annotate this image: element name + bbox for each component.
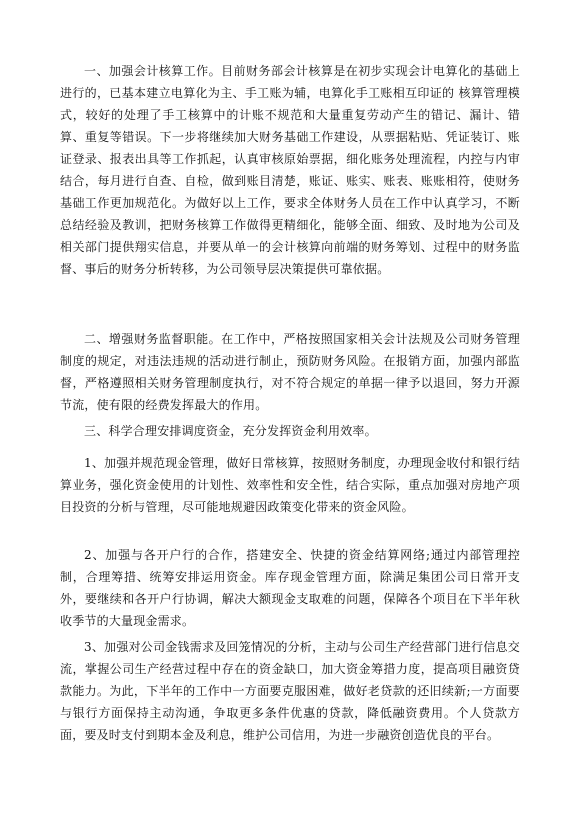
paragraph-funds-heading: 三、科学合理安排调度资金，充分发挥资金利用效率。	[84, 424, 377, 438]
paragraph-accounting: 一、加强会计核算工作。目前财务部会计核算是在初步实现会计电算化的基础上进行的，已基本建立电算化为主、手工账为辅，电算化手工账相互印证的 核算管理模式，较好的处理了手工核算中的计账不规范和大量重复劳动产生的错记、漏计、错算、重复等错误。下一步将继续加大财务基础工作建设，从票据粘贴、凭证装订、账证登录、报表出具等工作抓起，认真审核原始票据，细化账务处理流程，内控与内审结合，每月进行自查、自检，做到账目清楚，账证、账实、账表、账账相符，使财务基础工作更加规范化。为做好以上工作，要求全体财务人员在工作中认真学习，不断总结经验及教训，把财务核算工作做得更精细化，能够全面、细致、及时地为公司及相关部门提供翔实信息，并要从单一的会计核算向前端的财务筹划、过程中的财务监督、事后的财务分析转移，为公司领导层决策提供可靠依据。	[60, 64, 520, 276]
paragraph-cash-management: 1、加强并规范现金管理，做好日常核算，按照财务制度，办理现金收付和银行结算业务，强化资金使用的计划性、效率性和安全性，结合实际，重点加强对房地产项目投资的分析与管理，尽可能地规避因政策变化带来的资金风险。	[60, 456, 520, 514]
paragraph-supervision: 二、增强财务监督职能。在工作中，严格按照国家相关会计法规及公司财务管理制度的规定，对违法违规的活动进行制止，预防财务风险。在报销方面，加强内部监督，严格遵照相关财务管理制度执行，对不符合规定的单据一律予以退回，努力开源节流，使有限的经费发挥最大的作用。	[60, 332, 520, 412]
paragraph-bank-cooperation: 2、加强与各开户行的合作，搭建安全、快捷的资金结算网络;通过内部管理控制，合理筹措、统筹安排运用资金。库存现金管理方面，除满足集团公司日常开支外，要继续和各开户行协调，解决大额现金支取难的问题，保障各个项目在下半年秋收季节的大量现金需求。	[60, 548, 520, 628]
paragraph-financing: 3、加强对公司金钱需求及回笼情况的分析，主动与公司生产经营部门进行信息交流，掌握公司生产经营过程中存在的资金缺口，加大资金筹措力度，提高项目融资贷款能力。为此，下半年的工作中一方面要克服困难，做好老贷款的还旧续新;一方面要与银行方面保持主动沟通，争取更多条件优惠的贷款，降低融资费用。个人贷款方面，要及时支付到期本金及利息，维护公司信用，为进一步融资创造优良的平台。	[60, 640, 520, 742]
